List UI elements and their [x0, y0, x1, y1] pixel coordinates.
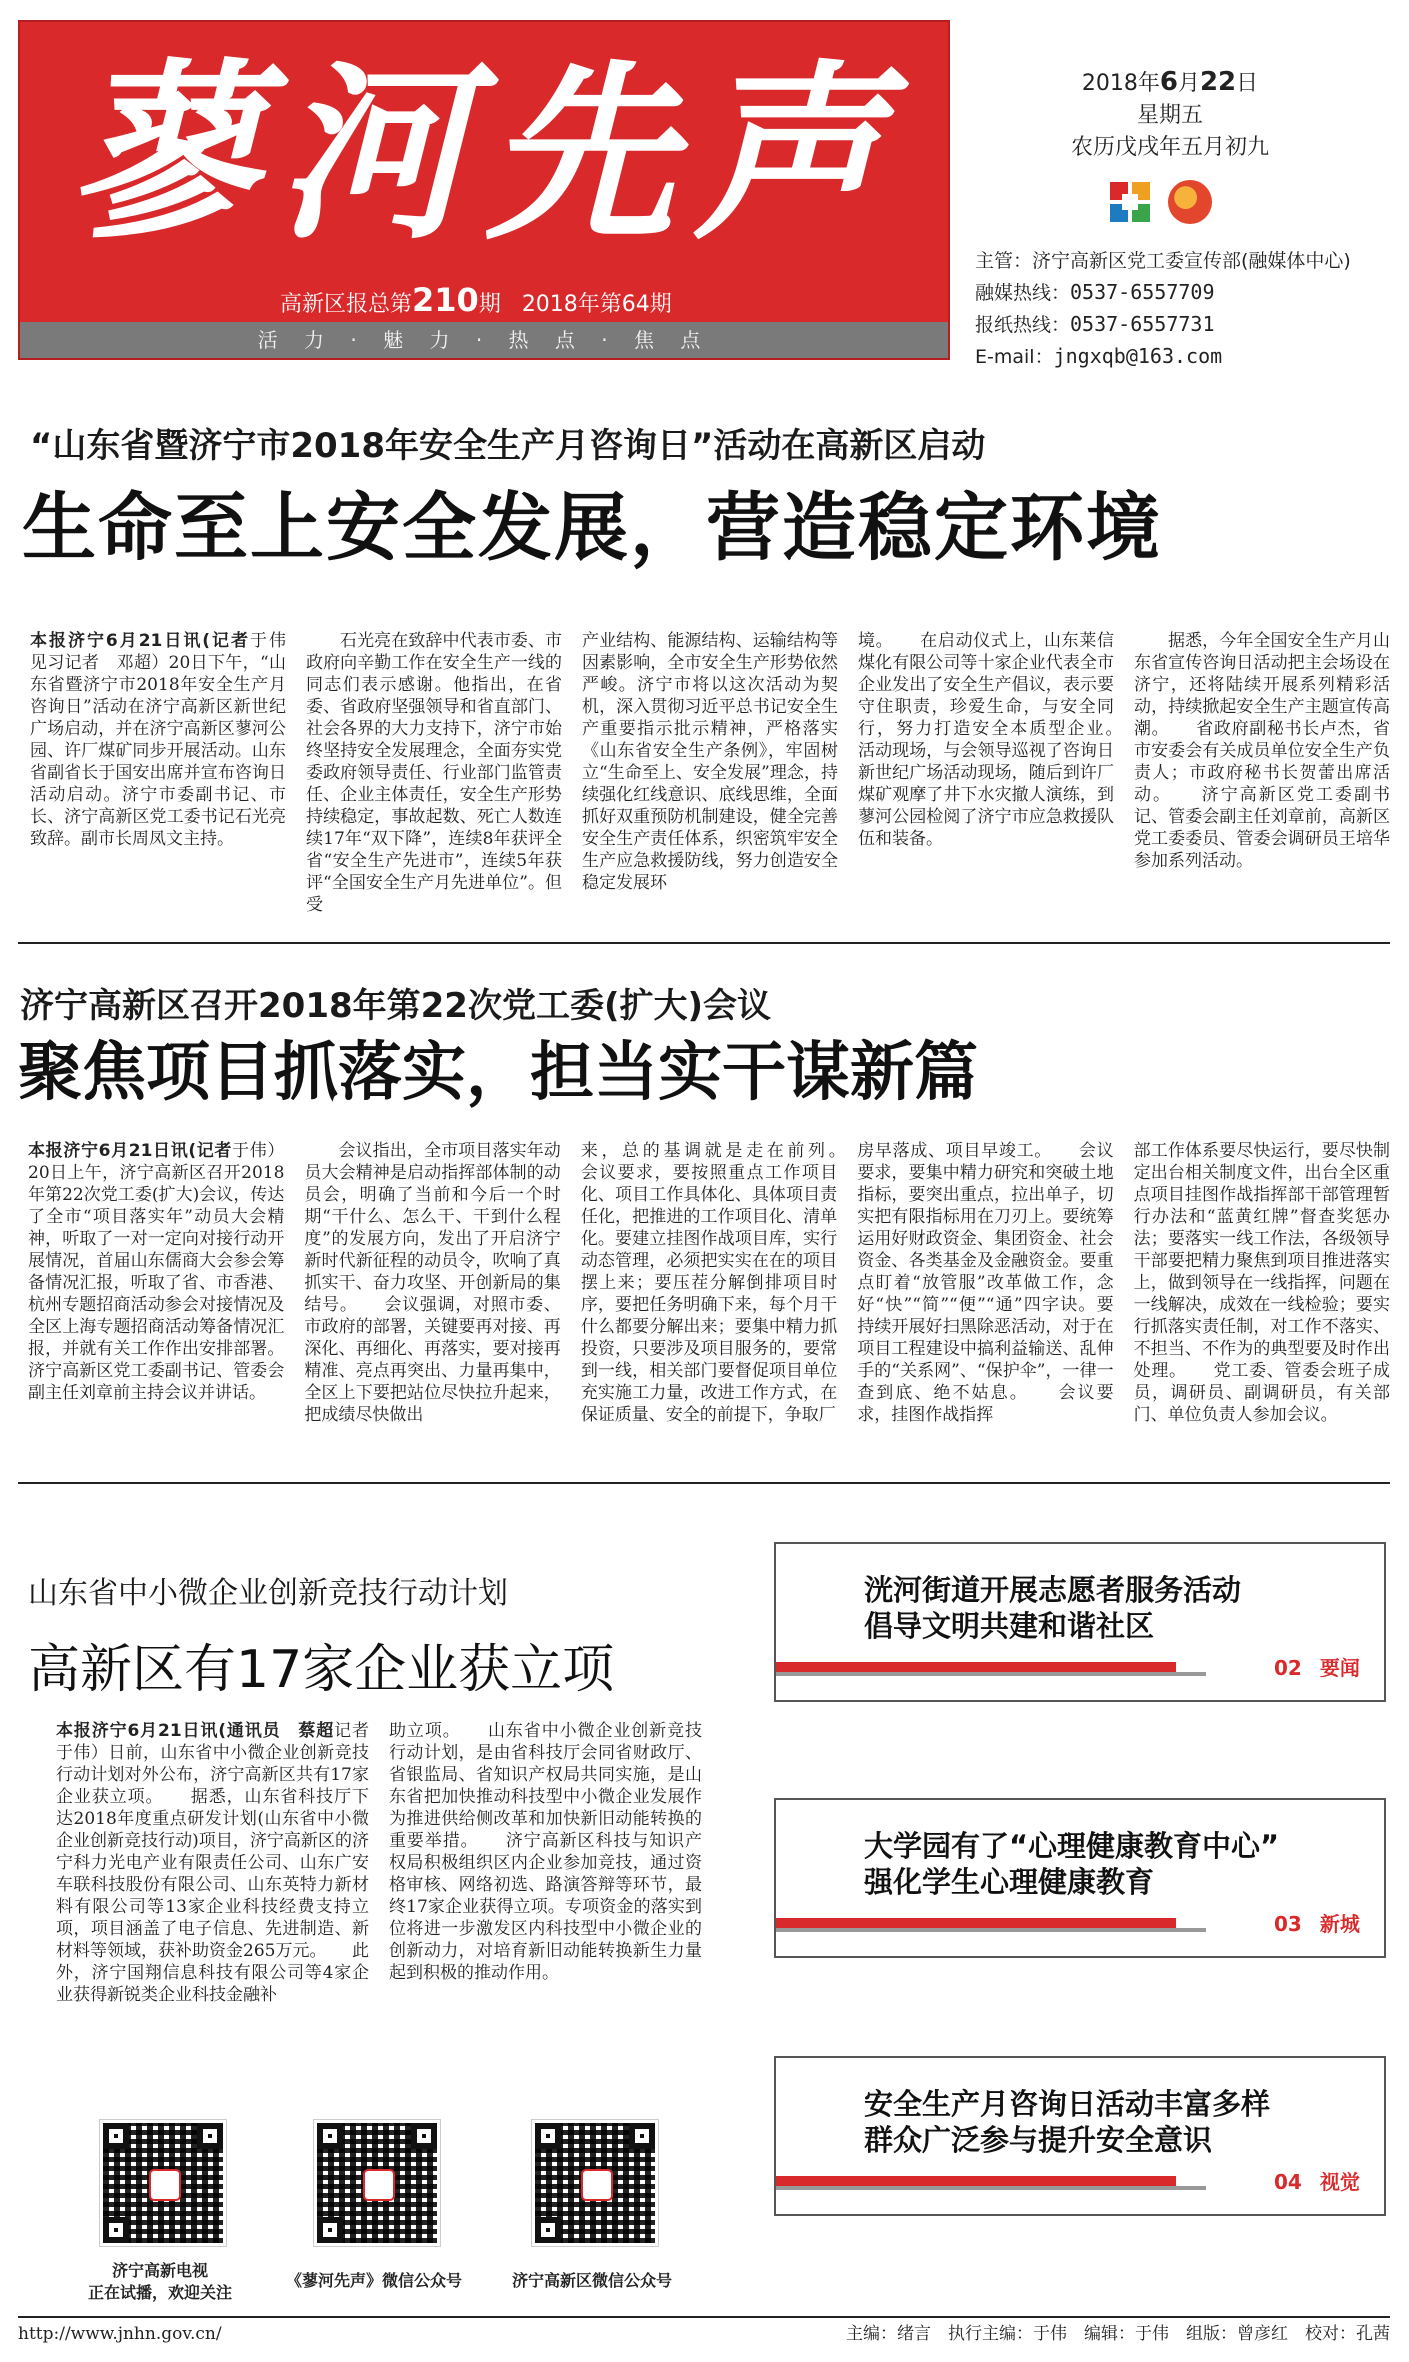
story2-kicker: 济宁高新区召开2018年第22次党工委(扩大)会议 — [20, 986, 772, 1026]
story2-col-4: 房早落成、项目早竣工。 会议要求，要集中精力研究和突破土地指标，要突出重点，拉出单子，切实把有限指标用在刀刃上。要统筹运用好财政资金、集团资金、社会资金、各类基金及金融资金。要重点盯着“放管服”改革做工作，念好“快”“简”“便”“通”四字诀。要持续开展好扫黑除恶活动，对于在项目工程建设中搞利益输送、乱伸手的“关系网”、“保护伞”，一律一查到底、绝不姑息。 会议要求，挂图作战指挥 — [857, 1141, 1114, 1425]
sponsor: 主管：济宁高新区党工委宣传部(融媒体中心) — [975, 250, 1351, 272]
emblem-icon — [1168, 180, 1212, 224]
website-link[interactable]: http://www.jnhn.gov.cn/ — [18, 2324, 222, 2344]
newspaper-hotline: 0537-6557731 — [1070, 312, 1215, 336]
story3-col-1: 本报济宁6月21日讯(通讯员 蔡超记者 于伟）日前，山东省中小微企业创新竞技行动计划对外公布，济宁高新区共有17家企业获立项。 据悉，山东省科技厅下达2018年度重点研发计划(山东省中小微企业创新竞技行动)项目，济宁高新区的济宁科力光电产业有限责任公司、山东广安车联科技股份有限公司、山东英特力新材料有限公司等13家企业科技经费支持立项，项目涵盖了电子信息、先进制造、新材料等领域，获补助资金265万元。 此外，济宁国翔信息科技有限公司等4家企业获得新锐类企业科技金融补 — [56, 1721, 369, 2005]
story3-col-2: 助立项。 山东省中小微企业创新竞技行动计划，是由省科技厅会同省财政厅、省银监局、省知识产权局共同实施，是山东省把加快推动科技型中小微企业发展作为推进供给侧改革和加快新旧动能转换的重要举措。 济宁高新区科技与知识产权局积极组织区内企业参加竞技，通过资格审核、网络初选、路演答辩等环节，最终17家企业获得立项。专项资金的落实到位将进一步激发区内科技型中小微企业的创新动力，对培育新旧动能转换新生力量起到积极的推动作用。 — [389, 1721, 702, 1983]
qr-caption: 《蓼河先声》微信公众号 — [285, 2271, 462, 2290]
media-hotline: 0537-6557709 — [1070, 280, 1215, 304]
masthead-title: 蓼河先声 — [68, 42, 901, 265]
story2-col-5: 部工作体系要尽快运行，要尽快制定出台相关制度文件，出台全区重点项目挂图作战指挥部干部管理暂行办法和“蓝黄红牌”督查奖惩办法；要落实一线工作法，各级领导干部要把精力聚焦到项目推进落实上，做到领导在一线指挥，问题在一线解决，成效在一线检验；要实行抓落实责任制，对工作不落实、不担当、不作为的典型要及时作出处理。 党工委、管委会班子成员，调研员、副调研员，有关部门、单位负责人参加会议。 — [1133, 1141, 1391, 1425]
media-logo-icon — [1110, 182, 1150, 222]
story1-col-1: 本报济宁6月21日讯(记者于伟 见习记者 邓超）20日下午，“山东省暨济宁市2018年安全生产月咨询日”活动在济宁高新区新世纪广场启动，并在济宁高新区蓼河公园、许厂煤矿同步开展活动。山东省副省长于国安出席并宣布咨询日活动启动。济宁市委副书记、市长、济宁高新区党工委书记石光亮致辞。副市长周凤文主持。 — [30, 631, 286, 849]
masthead — [18, 20, 950, 360]
story2-col-3: 来，总的基调就是走在前列。 会议要求，要按照重点工作项目化、项目工作具体化、具体项目责任化，把推进的工作项目化、清单化。要建立挂图作战项目库，实行动态管理，必须把实实在在的项目摆上来；要压茬分解倒排项目时序，要把任务明确下来，每个月干什么都要分解出来；要集中精力抓投资，只要涉及项目服务的，要常到一线，相关部门要督促项目单位充实施工力量，改进工作方式，在保证质量、安全的前提下，争取厂 — [580, 1141, 838, 1425]
teaser-box[interactable]: 大学园有了“心理健康教育中心” 强化学生心理健康教育 03 新城 — [774, 1798, 1386, 1958]
date-block — [1020, 66, 1320, 164]
story1-kicker: “山东省暨济宁市2018年安全生产月咨询日”活动在高新区启动 — [30, 426, 986, 466]
date-line: 2018年6月22日 — [1081, 67, 1259, 97]
story3-headline[interactable]: 高新区有17家企业获立项 — [28, 1640, 615, 1700]
masthead-slogan: 活 力 · 魅 力 · 热 点 · 焦 点 — [20, 322, 948, 358]
weekday: 星期五 — [1136, 103, 1203, 128]
email-address[interactable]: jngxqb@163.com — [1053, 344, 1223, 368]
qr-caption: 济宁高新电视 正在试播，欢迎关注 — [87, 2261, 232, 2302]
story2-col-1: 本报济宁6月21日讯(记者于伟）20日上午，济宁高新区召开2018年第22次党工委(扩大)会议，传达了全市“项目落实年”动员大会精神，听取了一对一定向对接行动开展情况，首届山东儒商大会参会筹备情况汇报，听取了省、市香港、杭州专题招商活动参会对接情况及全区上海专题招商活动筹备情况汇报，并就有关工作作出安排部署。济宁高新区党工委副书记、管委会副主任刘章前主持会议并讲话。 — [28, 1141, 285, 1403]
story1-col-3: 产业结构、能源结构、运输结构等因素影响，全市安全生产形势依然严峻。济宁市将以这次活动为契机，深入贯彻习近平总书记安全生产重要指示批示精神，严格落实《山东省安全生产条例》，牢固树立“生命至上、安全发展”理念，持续强化红线意识、底线思维，全面抓好双重预防机制建设，健全完善安全生产责任体系，织密筑牢安全生产应急救援防线，努力创造安全稳定发展环 — [582, 631, 838, 893]
editorial-credits: 主编：绪言 执行主编：于伟 编辑：于伟 组版：曾彦红 校对：孔茜 — [846, 2324, 1390, 2344]
qr-code-icon[interactable] — [532, 2120, 658, 2246]
story3-kicker: 山东省中小微企业创新竞技行动计划 — [28, 1576, 508, 1611]
contact-info: 主管：济宁高新区党工委宣传部(融媒体中心) 融媒热线：0537-6557709 报纸热线：0537-6557731 E-mail：jngxqb@163.com — [975, 246, 1395, 373]
story1-col-4: 境。 在启动仪式上，山东莱信煤化有限公司等十家企业代表全市企业发出了安全生产倡议，表示要守住职责，珍爱生命，与安全同行，努力打造安全本质型企业。 活动现场，与会领导巡视了咨询日新世纪广场活动现场，随后到许厂煤矿观摩了井下水灾撤人演练，到蓼河公园检阅了济宁市应急救援队伍和装备。 — [858, 631, 1114, 849]
teaser-box[interactable]: 洸河街道开展志愿者服务活动 倡导文明共建和谐社区 02 要闻 — [774, 1542, 1386, 1702]
logos — [1110, 178, 1240, 228]
story1-col-5: 据悉，今年全国安全生产月山东省宣传咨询日活动把主会场设在济宁，还将陆续开展系列精彩活动，持续掀起安全生产主题宣传高潮。 省政府副秘书长卢杰，省市安委会有关成员单位安全生产负责人；市政府秘书长贺蕾出席活动。 济宁高新区党工委副书记、管委会副主任刘章前，高新区党工委委员、管委会调研员王培华参加系列活动。 — [1134, 631, 1390, 871]
story2-headline[interactable]: 聚焦项目抓落实，担当实干谋新篇 — [18, 1036, 978, 1110]
issue-number: 高新区报总第210期 2018年第64期 — [280, 281, 672, 319]
qr-code-icon[interactable] — [100, 2120, 226, 2246]
lunar-date: 农历戊戌年五月初九 — [1070, 135, 1269, 160]
story2-body — [28, 1140, 1390, 1460]
qr-code-icon[interactable] — [314, 2120, 440, 2246]
story2-col-2: 会议指出，全市项目落实年动员大会精神是启动指挥部体制的动员会，明确了当前和今后一个时期“干什么、怎么干、干到什么程度”的发展方向，发出了开启济宁新时代新征程的动员令，吹响了真抓实干、奋力攻坚、开创新局的集结号。 会议强调，对照市委、市政府的部署，关键要再对接、再深化、再细化、再落实，要对接再精准、亮点再突出、力量再集中，全区上下要把站位尽快拉升起来，把成绩尽快做出 — [304, 1141, 561, 1425]
teaser-box[interactable]: 安全生产月咨询日活动丰富多样 群众广泛参与提升安全意识 04 视觉 — [774, 2056, 1386, 2216]
teaser-page-tag: 04 视觉 — [1274, 2170, 1360, 2194]
section-divider — [18, 942, 1390, 944]
story1-headline[interactable]: 生命至上安全发展，营造稳定环境 — [22, 485, 1162, 571]
teaser-page-tag: 02 要闻 — [1274, 1656, 1360, 1680]
teaser-page-tag: 03 新城 — [1274, 1912, 1360, 1936]
story3-body — [56, 1720, 702, 2080]
section-divider — [18, 1482, 1390, 1484]
story1-col-2: 石光亮在致辞中代表市委、市政府向辛勤工作在安全生产一线的同志们表示感谢。他指出，在省委、省政府坚强领导和省直部门、社会各界的大力支持下，济宁市始终坚持安全发展理念，全面夯实党委政府领导责任、行业部门监管责任、企业主体责任，安全生产形势持续稳定，事故起数、死亡人数连续17年“双下降”，连续8年获评全省“安全生产先进市”，连续5年获评“全国安全生产月先进单位”。但受 — [306, 631, 562, 915]
footer — [18, 2316, 1390, 2350]
story1-body — [30, 630, 1390, 930]
qr-caption: 济宁高新区微信公众号 — [511, 2271, 672, 2290]
